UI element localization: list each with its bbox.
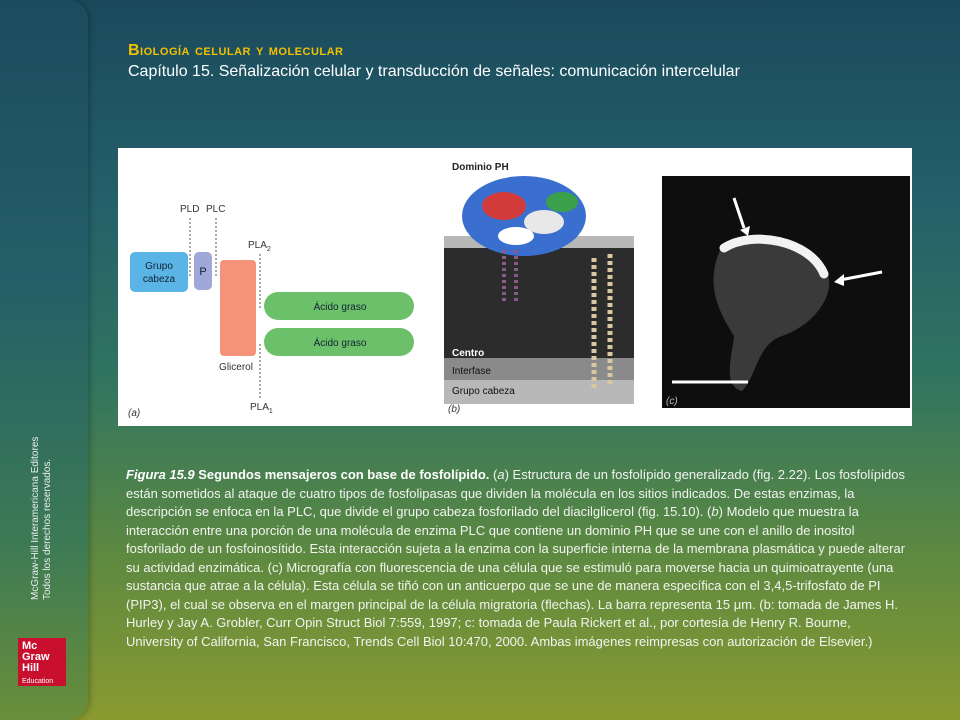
caption-text: autorización de Elsevier.)	[727, 633, 873, 649]
figure-caption: Figura 15.9 Segundos mensajeros con base de fosfolípido. (a) Estructura de un fosfolípido generalizado (fig. 2.22). Los fosfolípidos están sometidos al ataque de cuatro tipos de fosfolipasas que dividen la molécula en los sitios indicados. De estas enzimas, la descripción se enfoca en la PLC, que divide el grupo cabeza fosforilado del diacilglicerol (fig. 15.10). (b) Modelo que muestra la interacción entre una porción de una molécula de enzima PLC que contiene un dominio PH que se une con el anillo de inositol fosforilado de un fosfoinosítido. Esta interacción sujeta a la enzima con la superficie interna de la membrana plasmática y puede alterar su actividad enzimática. (c) Micrografía con fluorescencia de una célula que se estimuló para moverse hacia un quimioatrayente (una sustancia que atrae a la célula). Esta célula se tiñó con un anticuerpo que se une de manera específica con el 3,4,5-trifosfato de PI (PIP3), el cual se observa en el margen principal de la célula migratoria (flechas). La barra representa 15 μm. (b: tomada de James H. Hurley y Jay A. Grobler, Curr Opin Struct Biol 7:559, 1997; c: tomada de Paula Rickert et al., por cortesía de Henry R. Bourne, University of California, San Francisco, Trends Cell Biol 10:470, 2000. Ambas imágenes reimpresas con autorización de Elsevier.)	[126, 467, 906, 649]
center-label: Centro	[452, 348, 485, 359]
publisher-line-2: Todos los derechos reservados.	[42, 458, 53, 600]
caption-text: b	[711, 504, 719, 519]
publisher-line-1: McGraw-Hill Interamericana Editores	[30, 436, 41, 600]
caption-text: De estas enzimas, la descripción se enfoca en la PLC, que divide el grupo cabeza fosforilado del diacilglicerol (fig.	[126, 485, 855, 519]
panel-b-label: (b)	[448, 404, 461, 415]
phospholipid-diagram	[118, 148, 438, 426]
ph-domain-label: Dominio PH	[452, 162, 509, 173]
panel-a	[118, 148, 438, 426]
book-title: Biología celular y molecular	[128, 42, 344, 59]
panel-c	[662, 176, 910, 408]
caption-text: cual se observa en el margen principal de la célula migratoria (flechas). La barra representa 15 μm. (b: tomada de	[183, 596, 840, 612]
logo-text: Graw	[22, 651, 50, 663]
mcgraw-hill-logo	[18, 638, 66, 686]
pla1-label: $PLA_1$	[250, 402, 273, 415]
panel-b	[444, 158, 638, 416]
head-group-label: Grupo	[145, 261, 173, 272]
head-group-label: cabeza	[142, 274, 176, 285]
membrane-center	[444, 248, 634, 358]
interface-label: Interfase	[452, 366, 491, 377]
caption-text: Henry R. Bourne, University of California, San Francisco, Trends Cell Biol 10:470, 2000. Ambas imágenes reimpresas con	[126, 615, 851, 649]
caption-text: dominio PH que se une con el anillo de inositol fosforilado de un fosfoinosítido. Esta interacción sujeta a la enzima con	[126, 522, 855, 556]
glycerol-shape	[220, 260, 256, 356]
header	[128, 42, 740, 81]
caption-text: fluorescencia de una célula que se estimuló para moverse hacia un quimioatrayente (una sustancia que atrae a la	[126, 559, 894, 593]
ph-domain-model	[444, 158, 638, 416]
logo-text: Mc	[22, 640, 38, 652]
logo-text: Education	[22, 678, 54, 685]
caption-text: Estructura de un fosfolípido generalizado (fig. 2.22). Los	[512, 467, 836, 482]
phosphate-label: P	[199, 266, 207, 278]
caption-text: fosfolípidos están sometidos al ataque de cuatro tipos de fosfolipasas que dividen la molécula en los sitios indicados.	[126, 467, 905, 501]
pld-label: PLD	[180, 204, 200, 215]
fatty-acid-label: Ácido graso	[313, 302, 367, 313]
panel-a-label: (a)	[128, 408, 141, 419]
caption-text: Modelo que muestra la interacción entre una porción de una molécula de enzima PLC que contiene un	[126, 504, 859, 538]
panel-c-label: (c)	[666, 396, 678, 407]
glycerol-label: Glicerol	[219, 362, 253, 373]
fluorescence-micrograph	[662, 176, 910, 408]
plc-label: PLC	[206, 204, 226, 215]
logo-text: Hill	[22, 662, 40, 674]
chapter-title: Capítulo 15. Señalización celular y transducción de señales: comunicación intercelular	[128, 63, 740, 80]
pla2-label: $PLA_2$	[248, 240, 271, 253]
caption-text: la superficie interna de la membrana plasmática y puede alterar su actividad enzimática. (c) Micrografía con	[126, 541, 906, 575]
caption-text: célula). Esta célula se tiñó con un anticuerpo que se une de manera específica con el 3,4,5-trifosfato de PI (PIP3), el	[126, 578, 881, 612]
head-group-label: Grupo cabeza	[452, 386, 515, 397]
figure-title: Segundos mensajeros con base de fosfolípido.	[198, 467, 490, 482]
figure-number: Figura 15.9	[126, 467, 195, 482]
caption-text: a	[497, 467, 505, 482]
publisher-notice	[30, 400, 54, 600]
head-group-shape	[130, 252, 188, 292]
figure	[118, 148, 912, 426]
caption-text: 15.10).	[662, 504, 704, 519]
fatty-acid-label: Ácido graso	[313, 338, 367, 349]
caption-text: James H. Hurley y Jay A. Grobler, Curr Opin Struct Biol 7:559, 1997; c: tomada de Paula Rickert et al., por cortesía de	[126, 596, 899, 630]
sidebar	[0, 0, 88, 720]
